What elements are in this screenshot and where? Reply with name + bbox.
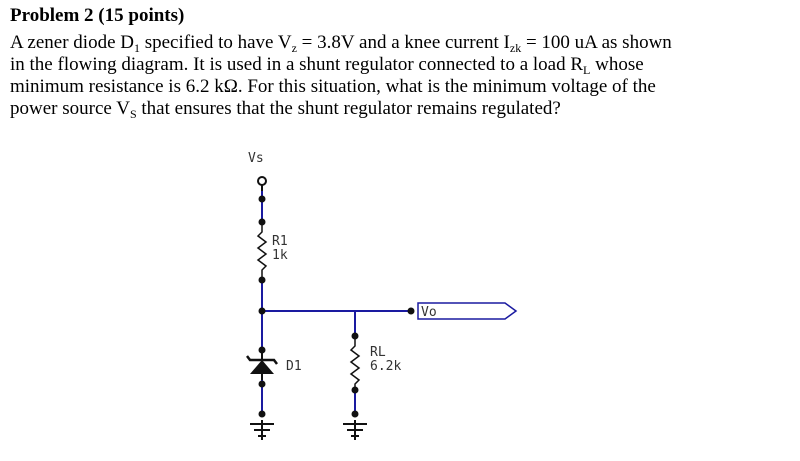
- subscript: L: [583, 63, 591, 77]
- subscript: zk: [509, 41, 522, 55]
- r1-value: 1k: [272, 248, 288, 263]
- r1-resistor: [258, 224, 266, 278]
- junction-dot: [259, 308, 266, 315]
- junction-dot: [259, 196, 266, 203]
- subscript: S: [129, 107, 137, 121]
- text-run: whose: [590, 54, 644, 75]
- problem-line-3: minimum resistance is 6.2 kΩ. For this situation, what is the minimum voltage of the: [10, 76, 656, 97]
- junction-dot: [352, 333, 359, 340]
- subscript: 1: [133, 41, 140, 55]
- r1-name: R1: [272, 234, 288, 249]
- ground-symbol-right: [343, 420, 367, 440]
- junction-dot: [259, 277, 266, 284]
- zener-diode: [247, 352, 277, 380]
- text-run: in the flowing diagram. It is used in a shunt regulator connected to a load R: [10, 54, 584, 75]
- text-run: specified to have V: [139, 32, 292, 53]
- text-run: = 100 uA as shown: [521, 32, 672, 53]
- junction-dot: [259, 219, 266, 226]
- rl-name: RL: [370, 345, 386, 360]
- text-run: that ensures that the shunt regulator remains regulated?: [136, 98, 561, 119]
- text-run: A zener diode D: [10, 32, 134, 53]
- text-run: power source V: [10, 98, 130, 119]
- ground-symbol-left: [250, 420, 274, 440]
- junction-dot: [352, 387, 359, 394]
- rl-resistor: [351, 338, 359, 388]
- junction-dot: [259, 411, 266, 418]
- wires: [262, 186, 414, 412]
- junction-dot: [259, 381, 266, 388]
- diode-label: D1: [286, 359, 302, 374]
- junction-dots: [259, 196, 415, 418]
- rl-value: 6.2k: [370, 359, 402, 374]
- junction-dot: [259, 347, 266, 354]
- source-terminal: [258, 177, 266, 185]
- subscript: z: [291, 41, 297, 55]
- source-label: Vs: [248, 151, 264, 166]
- junction-dot: [352, 411, 359, 418]
- problem-heading: Problem 2 (15 points): [10, 5, 185, 26]
- output-label: Vo: [421, 305, 437, 320]
- text-run: = 3.8V and a knee current I: [296, 32, 510, 53]
- junction-dot: [408, 308, 415, 315]
